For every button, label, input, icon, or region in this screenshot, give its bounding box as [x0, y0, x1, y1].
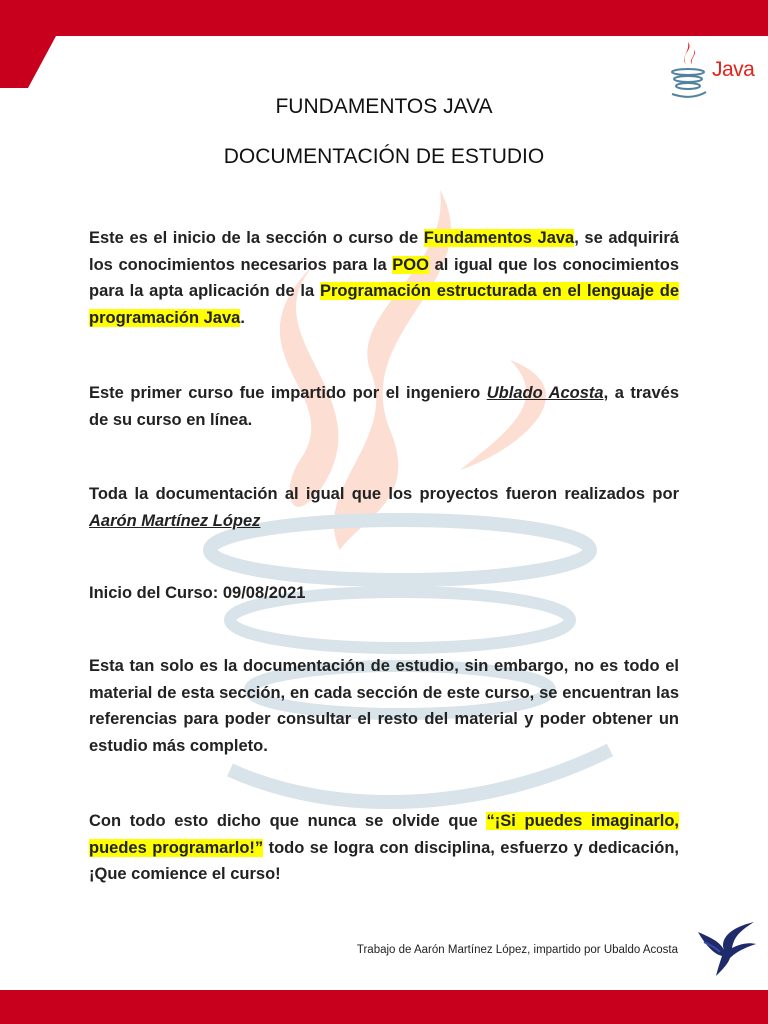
paragraph-closing: [89, 808, 679, 888]
intro-text-2: , se adquirirá los conocimientos necesarios para la: [89, 229, 679, 274]
paragraph-instructor: [89, 380, 679, 433]
paragraph-intro: [89, 225, 679, 331]
instructor-name: Ublado Acosta: [486, 384, 604, 402]
start-date: Inicio del Curso: 09/08/2021: [89, 584, 306, 602]
java-cup-icon: [666, 40, 710, 100]
corner-flag-decoration: [0, 36, 56, 88]
closing-text-2: todo se logra con disciplina, esfuerzo y dedicación, ¡Que comience el curso!: [89, 838, 679, 883]
phoenix-bird-icon: [694, 918, 758, 978]
highlight-quote: “¡Si puedes imaginarlo, puedes programarlo!”: [89, 812, 679, 857]
author-text-1: Toda la documentación al igual que los proyectos fueron realizados por: [89, 485, 679, 503]
author-name: Aarón Martínez López: [89, 511, 261, 530]
intro-text-3: al igual que los conocimientos para la apta aplicación de la: [89, 255, 680, 300]
intro-text-1: Este es el inicio de la sección o curso de: [89, 229, 424, 247]
footer-band: [0, 990, 768, 1024]
highlight-poo: POO: [392, 255, 429, 274]
highlight-programacion-estructurada: Programación estructurada en el lenguaje de programación Java: [89, 282, 679, 327]
closing-text-1: Con todo esto dicho que nunca se olvide que: [89, 812, 487, 830]
instructor-text-2: , a través de su curso en línea.: [89, 384, 679, 429]
paragraph-author: [89, 481, 679, 534]
header-band: [0, 0, 768, 36]
intro-text-4: .: [240, 308, 245, 327]
paragraph-note: [89, 653, 679, 759]
java-wordmark: Java: [712, 58, 755, 81]
java-logo: [666, 40, 766, 100]
footer-credit: Trabajo de Aarón Martínez López, impartido por Ubaldo Acosta: [356, 944, 678, 956]
page-title: FUNDAMENTOS JAVA: [275, 95, 493, 118]
page-subtitle: DOCUMENTACIÓN DE ESTUDIO: [223, 145, 545, 168]
paragraph-start-date: [89, 580, 679, 607]
title-block: [0, 92, 768, 172]
highlight-fundamentos-java: Fundamentos Java: [423, 229, 575, 247]
note-text: Esta tan solo es la documentación de estudio, sin embargo, no es todo el material de esta sección, en cada sección de este curso, se encuentran las referencias para poder consultar el resto del material y poder obtener un estudio más completo.: [89, 657, 679, 755]
instructor-text-1: Este primer curso fue impartido por el ingeniero: [89, 384, 487, 402]
